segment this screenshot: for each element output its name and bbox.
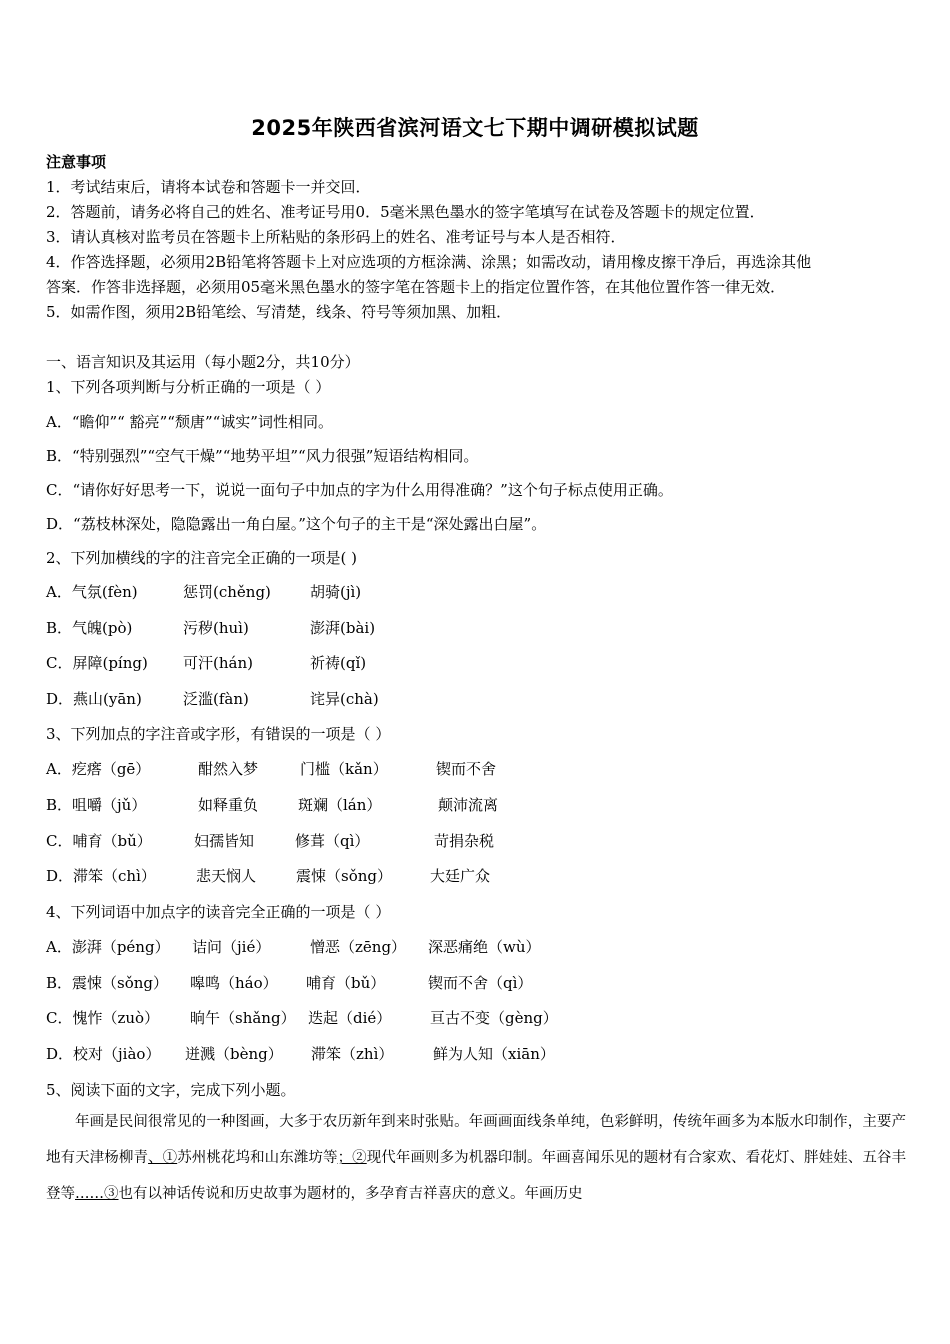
section-heading: 一、语言知识及其运用（每小题2分，共10分） — [46, 353, 360, 371]
question-3-option: C．哺育（bǔ） — [46, 832, 152, 850]
question-4-option: 深恶痛绝（wù） — [428, 938, 541, 956]
question-2-option: 惩罚(chěng) — [183, 583, 271, 601]
notice-item: 答案．作答非选择题，必须用05毫米黑色墨水的签字笔在答题卡上的指定位置作答，在其他位置作答一律无效． — [46, 278, 786, 296]
passage-text: 苏州桃花坞和山东潍坊等 — [177, 1150, 338, 1166]
notice-item: 1．考试结束后，请将本试卷和答题卡一并交回． — [46, 178, 371, 196]
page-title: 2025年陕西省滨河语文七下期中调研模拟试题 — [251, 116, 699, 140]
question-3-option: 酣然入梦 — [198, 760, 259, 778]
question-2-option: 祈祷(qǐ) — [310, 654, 367, 672]
notice-item: 5．如需作图，须用2B铅笔绘、写清楚，线条、符号等须加黑、加粗． — [46, 303, 512, 321]
notice-heading: 注意事项 — [46, 153, 107, 171]
question-3-option: 妇孺皆知 — [194, 832, 255, 850]
notice-item: 3．请认真核对监考员在答题卡上所粘贴的条形码上的姓名、准考证号与本人是否相符． — [46, 228, 626, 246]
question-3-option: 苛捐杂税 — [434, 832, 495, 850]
question-4-option: 迭起（dié） — [308, 1009, 392, 1027]
question-4-option: 嗥鸣（háo） — [190, 974, 278, 992]
question-3-option: 大廷广众 — [430, 867, 491, 885]
passage-underlined-3: ……③ — [75, 1186, 119, 1202]
question-2-option: 胡骑(jì) — [310, 583, 362, 601]
question-3-option: 颠沛流离 — [438, 796, 499, 814]
question-1-option-a: A．“瞻仰”“ 豁亮”“颓唐”“诚实”词性相同。 — [46, 413, 333, 431]
passage-text: 年画是民间很常见的一种图画，大多于农历新年到来时张贴。年画画面线条单纯，色彩鲜明，传统年画多为本版水印制作，主要产地有天津杨柳青 — [46, 1114, 906, 1166]
question-2-option: B．气魄(pò) — [46, 619, 133, 637]
question-3-option: 震悚（sǒng） — [296, 867, 392, 885]
question-2-option: 污秽(huì) — [183, 619, 249, 637]
question-4-option: B．震悚（sǒng） — [46, 974, 169, 992]
notice-item: 4．作答选择题，必须用2B铅笔将答题卡上对应选项的方框涂满、涂黑；如需改动，请用橡皮擦干净后，再选涂其他 — [46, 253, 812, 271]
notice-item: 2．答题前，请务必将自己的姓名、准考证号用0．5毫米黑色墨水的签字笔填写在试卷及答题卡的规定位置． — [46, 203, 765, 221]
question-4-option: C．愧怍（zuò） — [46, 1009, 160, 1027]
question-3-option: 如释重负 — [198, 796, 259, 814]
question-4-option: 哺育（bǔ） — [306, 974, 386, 992]
question-4-option: 亘古不变（gèng） — [430, 1009, 558, 1027]
question-4-option: D．校对（jiào） — [46, 1045, 161, 1063]
question-4-option: 迸溅（bèng） — [185, 1045, 283, 1063]
question-3-option: 修葺（qì） — [295, 832, 370, 850]
question-4-stem: 4、下列词语中加点字的读音完全正确的一项是（ ） — [46, 903, 391, 921]
reading-passage — [46, 1104, 906, 1212]
question-2-option: 泛滥(fàn) — [183, 690, 249, 708]
question-3-option: D．滞笨（chì） — [46, 867, 156, 885]
question-4-option: 滞笨（zhì） — [311, 1045, 394, 1063]
question-2-option: A．气氛(fèn) — [46, 583, 138, 601]
question-4-option: A．澎湃（péng） — [46, 938, 170, 956]
passage-underlined-1: 、① — [148, 1150, 178, 1166]
question-4-option: 锲而不舍（qì） — [428, 974, 533, 992]
question-1-option-b: B．“特别强烈”“空气干燥”“地势平坦”“风力很强”短语结构相同。 — [46, 447, 479, 465]
question-4-option: 晌午（shǎng） — [190, 1009, 296, 1027]
question-3-option: 锲而不舍 — [436, 760, 497, 778]
passage-underlined-2: ；② — [337, 1150, 367, 1166]
question-5-stem: 5、阅读下面的文字，完成下列小题。 — [46, 1081, 296, 1099]
question-3-option: 斑斓（lán） — [298, 796, 382, 814]
question-4-option: 诘问（jié） — [192, 938, 271, 956]
question-4-option: 憎恶（zēng） — [310, 938, 407, 956]
question-2-option: 诧异(chà) — [310, 690, 379, 708]
question-4-option: 鲜为人知（xiān） — [433, 1045, 555, 1063]
question-2-option: 澎湃(bài) — [310, 619, 376, 637]
question-2-option: 可汗(hán) — [183, 654, 253, 672]
question-2-option: D．燕山(yān) — [46, 690, 142, 708]
question-1-stem: 1、下列各项判断与分析正确的一项是（ ） — [46, 378, 331, 396]
question-1-option-c: C．“请你好好思考一下，说说一面句子中加点的字为什么用得准确？”这个句子标点使用正确。 — [46, 481, 673, 499]
question-3-option: A．疙瘩（gē） — [46, 760, 151, 778]
question-2-option: C．屏障(píng) — [46, 654, 148, 672]
question-3-option: B．咀嚼（jǔ） — [46, 796, 147, 814]
question-3-option: 门槛（kǎn） — [300, 760, 388, 778]
passage-text: 现代年画则多为机器印制。年画喜闻乐见的题材有合家欢、看花灯、胖娃娃、五谷丰登等 — [46, 1150, 907, 1202]
question-3-stem: 3、下列加点的字注音或字形，有错误的一项是（ ） — [46, 725, 391, 743]
question-1-option-d: D．“荔枝林深处，隐隐露出一角白屋。”这个句子的主干是“深处露出白屋”。 — [46, 515, 547, 533]
question-2-stem: 2、下列加横线的字的注音完全正确的一项是( ) — [46, 549, 358, 567]
question-3-option: 悲天悯人 — [196, 867, 257, 885]
passage-text: 也有以神话传说和历史故事为题材的，多孕育吉祥喜庆的意义。年画历史 — [118, 1186, 583, 1202]
